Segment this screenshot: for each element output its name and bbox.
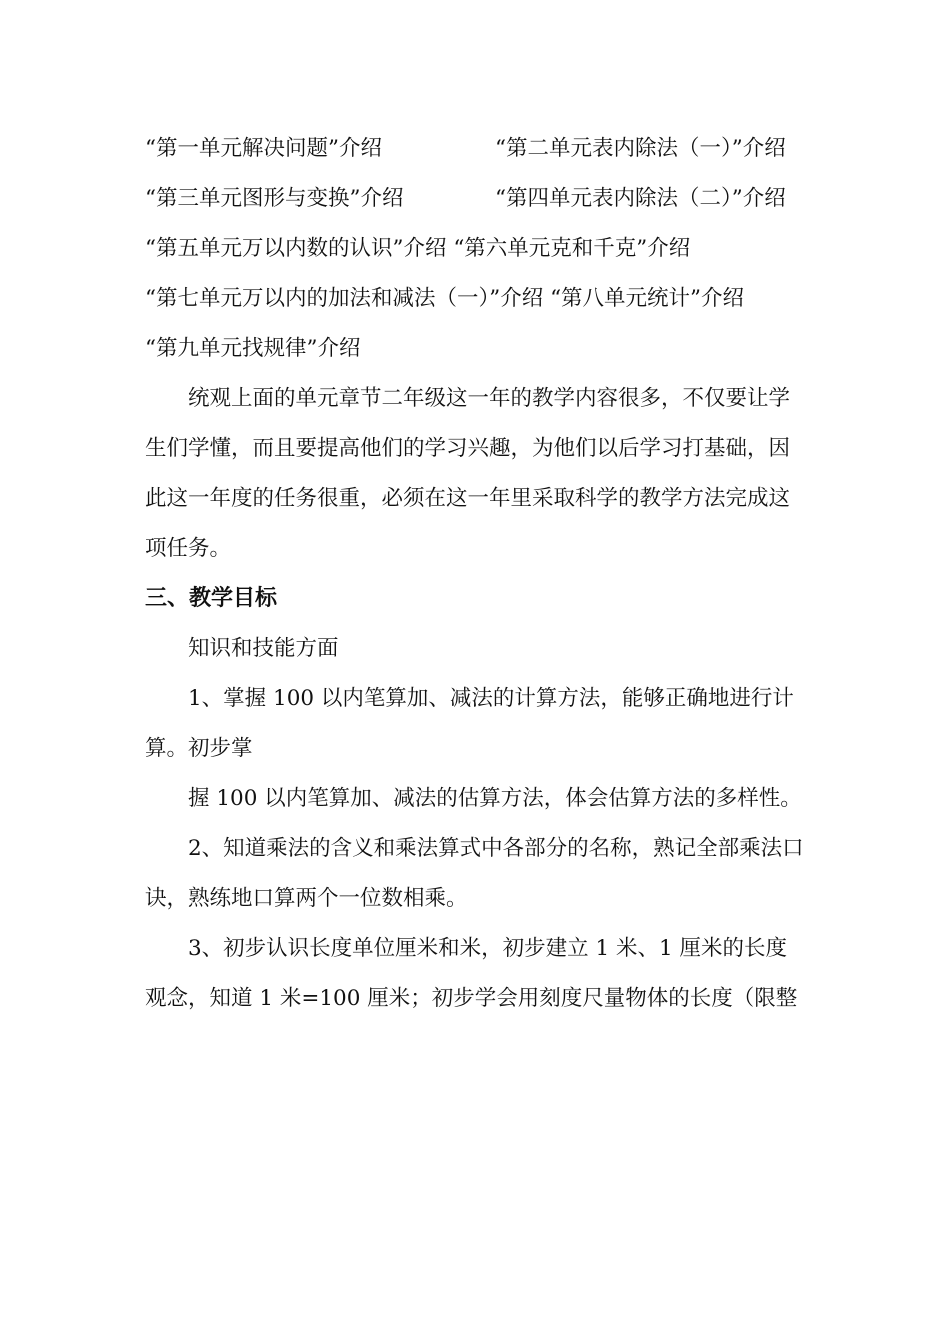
objective-item-3: 3、初步认识长度单位厘米和米，初步建立 1 米、1 厘米的长度观念，知道 1 米=100 厘米；初步学会用刻度尺量物体的长度（限整 bbox=[145, 936, 798, 1011]
unit-4-intro: “第四单元表内除法（二）”介绍 bbox=[495, 186, 786, 211]
unit-row-1-2 bbox=[145, 124, 807, 174]
unit-row-3-4 bbox=[145, 174, 807, 224]
unit-1-intro: “第一单元解决问题”介绍 bbox=[145, 136, 382, 161]
section-subheading: 知识和技能方面 bbox=[188, 636, 339, 661]
unit-2-intro: “第二单元表内除法（一）”介绍 bbox=[495, 136, 786, 161]
unit-9-intro: “第九单元找规律”介绍 bbox=[145, 336, 361, 361]
objective-item-2: 2、知道乘法的含义和乘法算式中各部分的名称，熟记全部乘法口诀，熟练地口算两个一位数相乘。 bbox=[145, 836, 804, 911]
unit-3-intro: “第三单元图形与变换”介绍 bbox=[145, 186, 404, 211]
document-body bbox=[145, 124, 807, 1024]
section-heading: 三、教学目标 bbox=[145, 586, 278, 611]
objective-item-1-b: 握 100 以内笔算加、减法的估算方法，体会估算方法的多样性。 bbox=[188, 786, 802, 811]
unit-7-8-intro: “第七单元万以内的加法和减法（一）”介绍 “第八单元统计”介绍 bbox=[145, 286, 745, 311]
objective-item-1-a: 1、掌握 100 以内笔算加、减法的计算方法，能够正确地进行计算。初步掌 bbox=[145, 686, 794, 761]
unit-5-6-intro: “第五单元万以内数的认识”介绍 “第六单元克和千克”介绍 bbox=[145, 236, 691, 261]
summary-paragraph: 统观上面的单元章节二年级这一年的教学内容很多，不仅要让学生们学懂，而且要提高他们的学习兴趣，为他们以后学习打基础，因此这一年度的任务很重，必须在这一年里采取科学的教学方法完成这项任务。 bbox=[145, 386, 791, 561]
